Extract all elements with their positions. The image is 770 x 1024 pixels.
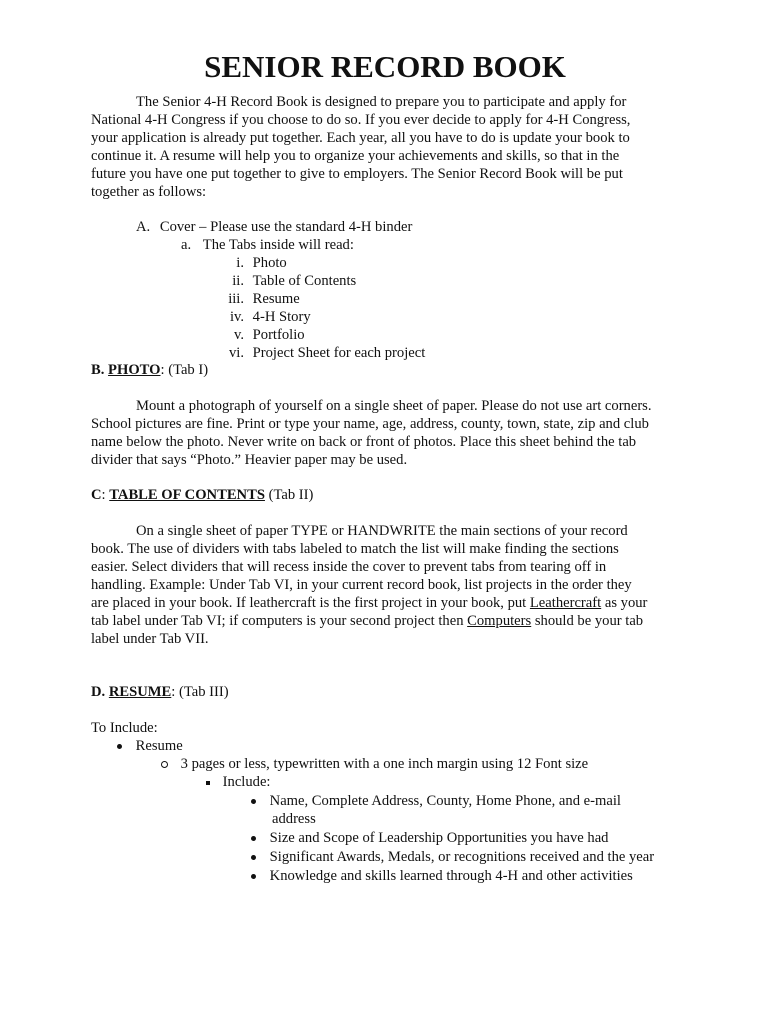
intro-line: National 4-H Congress if you choose to do so. If you ever decide to apply for 4-H Congress, [91, 112, 631, 128]
list-item-text: Name, Complete Address, County, Home Phone, and e-mail [269, 793, 621, 809]
tab-list-item [208, 309, 311, 327]
tab-label: Portfolio [252, 327, 305, 343]
outline-subitem-tabs [181, 237, 354, 255]
toc-line: On a single sheet of paper TYPE or HANDWRITE the main sections of your record [136, 523, 628, 539]
tab-list-item [208, 327, 305, 345]
list-item-text: Size and Scope of Leadership Opportunities you have had [269, 830, 609, 846]
toc-text: tab label under Tab VI; if computers is your second project then [91, 613, 468, 629]
tab-label: 4-H Story [252, 309, 311, 325]
list-item-text: Resume [135, 738, 183, 754]
list-item [251, 793, 621, 811]
list-item [161, 756, 588, 774]
bullet-square-icon [206, 781, 210, 785]
bullet-dot-icon [251, 799, 256, 804]
tab-label: Table of Contents [252, 273, 357, 289]
photo-line: Mount a photograph of yourself on a single sheet of paper. Please do not use art corners. [136, 398, 652, 414]
intro-line: continue it. A resume will help you to organize your achievements and skills, so that in the [91, 148, 620, 164]
section-heading-toc [91, 487, 313, 505]
list-item [206, 774, 270, 792]
roman-numeral: vi. [229, 345, 244, 361]
photo-line: School pictures are fine. Print or type your name, age, address, county, town, state, zip and club [91, 416, 649, 432]
roman-numeral: ii. [232, 273, 244, 289]
tab-label: Resume [252, 291, 300, 307]
list-item [251, 830, 608, 848]
section-heading-photo [91, 362, 208, 380]
toc-text: are placed in your book. If leathercraft is the first project in your book, put [91, 595, 530, 611]
intro-line: your application is already put together. Each year, all you have to do is update your book to [91, 130, 630, 146]
list-item [251, 868, 633, 886]
roman-numeral: i. [236, 255, 244, 271]
toc-text: as your [601, 595, 648, 611]
section-heading-text: PHOTO [108, 362, 161, 378]
section-heading-text: RESUME [108, 684, 172, 700]
toc-text: should be your tab [531, 613, 644, 629]
section-heading-suffix: : (Tab I) [160, 362, 209, 378]
bullet-dot-icon [251, 874, 256, 879]
outline-item-cover [136, 219, 412, 237]
tab-list-item [208, 273, 356, 291]
tab-label: Project Sheet for each project [252, 345, 426, 361]
section-letter: B. [91, 362, 105, 378]
section-heading-suffix: : (Tab III) [171, 684, 229, 700]
tab-label: Photo [252, 255, 287, 271]
bullet-dot-icon [251, 855, 256, 860]
section-letter: C [91, 487, 102, 503]
outline-text: Cover – Please use the standard 4-H binder [159, 219, 413, 235]
outline-marker: A. [136, 219, 151, 235]
list-item-text: Significant Awards, Medals, or recognitions received and the year [269, 849, 655, 865]
outline-marker: a. [181, 237, 192, 253]
section-colon: : [101, 487, 110, 503]
list-item-continuation: address [272, 811, 316, 827]
to-include-label: To Include: [91, 720, 158, 736]
list-item-text: Include: [222, 774, 271, 790]
section-heading-resume [91, 684, 229, 702]
bullet-dot-icon [117, 744, 122, 749]
photo-line: name below the photo. Never write on back or front of photos. Place this sheet behind the tab [91, 434, 637, 450]
tab-list-item [208, 291, 300, 309]
bullet-dot-icon [251, 836, 256, 841]
example-leathercraft: Leathercraft [529, 595, 602, 611]
roman-numeral: iv. [229, 309, 244, 325]
list-item [117, 738, 183, 756]
toc-line: easier. Select dividers that will recess inside the cover to prevent tabs from tearing off in [91, 559, 607, 575]
intro-line: future you have one put together to give to employers. The Senior Record Book will be put [91, 166, 623, 182]
bullet-circle-icon [161, 761, 168, 768]
tab-list-item [208, 345, 425, 363]
roman-numeral: v. [234, 327, 244, 343]
outline-text: The Tabs inside will read: [202, 237, 354, 253]
list-item [251, 849, 654, 867]
list-item-text: Knowledge and skills learned through 4-H and other activities [269, 868, 633, 884]
toc-line [91, 595, 647, 613]
section-letter: D. [91, 684, 106, 700]
tab-list-item [208, 255, 287, 273]
toc-line: book. The use of dividers with tabs labeled to match the list will make finding the sections [91, 541, 619, 557]
intro-line: together as follows: [91, 184, 207, 200]
roman-numeral: iii. [228, 291, 244, 307]
section-heading-suffix: (Tab II) [264, 487, 314, 503]
toc-line [91, 613, 643, 631]
list-item-text: 3 pages or less, typewritten with a one inch margin using 12 Font size [180, 756, 589, 772]
document-title: SENIOR RECORD BOOK [204, 49, 566, 84]
example-computers: Computers [467, 613, 532, 629]
toc-line: handling. Example: Under Tab VI, in your current record book, list projects in the order they [91, 577, 632, 593]
photo-line: divider that says “Photo.” Heavier paper may be used. [91, 452, 408, 468]
section-heading-text: TABLE OF CONTENTS [109, 487, 265, 503]
toc-line: label under Tab VII. [91, 631, 209, 647]
intro-line: The Senior 4-H Record Book is designed to prepare you to participate and apply for [136, 94, 627, 110]
